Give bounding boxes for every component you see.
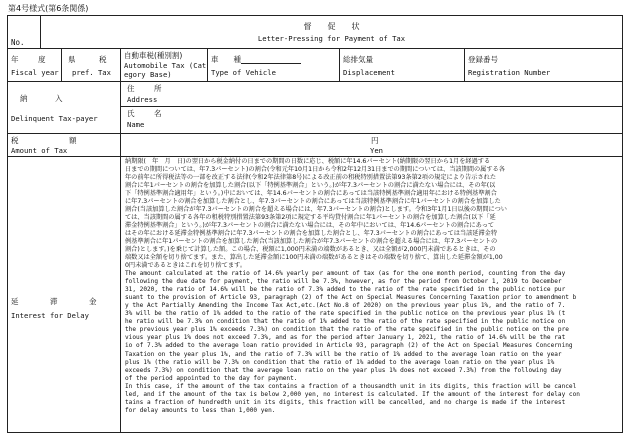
amount-value-cell xyxy=(121,134,622,156)
name-jp: 氏 名 xyxy=(127,109,168,118)
taxpayer-label-cell xyxy=(8,82,121,133)
interest-text-line: he ratio will be 7.3% on condition that the ratio of 1% added to the ratio of the rate specified in the public notice on xyxy=(125,318,566,326)
title-cell xyxy=(41,16,622,48)
fiscal-year-en: Fiscal year xyxy=(11,68,59,77)
interest-row xyxy=(8,157,622,432)
address-jp: 住 所 xyxy=(127,84,168,93)
yen-en: Yen xyxy=(370,146,383,155)
header-row xyxy=(8,16,622,49)
displacement-jp: 総排気量 xyxy=(343,55,373,64)
payment-demand-form xyxy=(7,15,623,433)
interest-text-line: following the due date for payment, the ratio will be 7.3%, however, as for the period from October 1, 2019 to December xyxy=(125,278,562,286)
taxpayer-label-en: Delinquent Tax-payer xyxy=(11,114,98,123)
interest-text-line: plus 1% (the ratio will be 7.3% on condition that the ratio of 1% added to the average loan ratio on the year plus 1% xyxy=(125,358,555,366)
yen-jp: 円 xyxy=(371,136,379,145)
interest-text-line: the previous year plus 1% exceeds 7.3%) on condition that the ratio of the rate specified in the public notice on the pre xyxy=(125,326,569,334)
name-subrow xyxy=(121,107,622,133)
interest-text-line: 0円未満であるときはこれを切り捨てます。 xyxy=(125,262,247,269)
interest-text-line: 納期限( 年 月 日)の翌日から税金納付の日までの期間の日数に応じ、税額に年14.6パーセント(納期限の翌日から1月を経過する xyxy=(125,158,491,165)
amount-label-cell xyxy=(8,134,121,156)
taxpayer-label-jp: 納 入 xyxy=(20,94,73,103)
interest-text-line: 31, 2020, the ratio of 14.6% will be the ratio of 7.3% added to the ratio of the rate specified in the public notice pur xyxy=(125,286,566,294)
no-label: No. xyxy=(11,38,25,47)
vehicle-type-jp xyxy=(211,55,301,64)
interest-text-line: 滞金特例基準割合」という。)が年7.3パーセントの割合に満たない場合には、その年中においては、年14.6パーセントの割合にあって xyxy=(125,222,495,229)
interest-text-line: ては、当該期間の属する各年の租税特別措置法第93条第2項に規定する平均貸付割合に年1パーセントの割合を加算した割合(以下「延 xyxy=(125,214,496,221)
interest-text-line: 割合)とします。)を乗じて計算した額。この場合、税額に1,000円未満の端数があるとき、又は全額が2,000円未満であるときは、その xyxy=(125,246,496,253)
amount-label-en: Amount of Tax xyxy=(11,146,68,155)
form-number: 第4号様式(第6条関係) xyxy=(8,4,89,13)
vehicle-row xyxy=(8,49,622,82)
interest-text-line: 年の前年に所得税法等の一部を改正する法律(令和2年法律第8号)による改正前の租税特別措置法第93条第2項の規定により告示された xyxy=(125,174,497,181)
interest-label-jp: 延 滞 金 xyxy=(11,297,109,306)
interest-text-line: に年7.3パーセントの割合を加算した割合とし、年7.3パーセントの割合にあっては当該特例基準割合に年1パーセントの割合を加算した xyxy=(125,198,501,205)
automobile-tax-jp: 自動車税(種別割) xyxy=(124,51,183,60)
interest-text-line: 割合に年1パーセントの割合を加算した割合(以下「特例基準割合」という。)が年7.3パーセントの割合に満たない場合には、その年(以 xyxy=(125,182,496,189)
interest-text-line: y the Act Partially Amending the Income Tax Act,etc.(Act No.8 of 2020) on the previous year plus 1%, and the ratio of 7. xyxy=(125,302,566,310)
automobile-tax-cell xyxy=(121,49,208,81)
displacement-cell xyxy=(340,49,465,81)
registration-cell xyxy=(465,49,622,81)
vehicle-type-jp-label: 車 種 xyxy=(211,55,241,64)
interest-label-en: Interest for Delay xyxy=(11,311,89,320)
amount-row xyxy=(8,134,622,157)
address-en: Address xyxy=(127,95,158,104)
title-en: Letter-Pressing for Payment of Tax xyxy=(257,34,406,43)
interest-text-line: 下「特例基準割合適用年」という。)中においては、年14.6パーセントの割合にあっては当該特例基準割合適用年における特例基準割合 xyxy=(125,190,497,197)
title-jp: 督 促 状 xyxy=(303,22,360,31)
interest-text-line: vious year plus 1% does not exceed 7.3%, and as for the period after January 1, 2021, the ratio of 14.6% will be the rat xyxy=(125,334,566,342)
interest-text-jp xyxy=(125,158,622,270)
interest-text-line: 3% will be the ratio of 1% added to the ratio of the rate specified in the public notice on the previous year plus 1% (t xyxy=(125,310,566,318)
interest-text-cell xyxy=(121,157,622,432)
vehicle-type-underline xyxy=(241,56,301,64)
fiscal-year-jp: 年 度 xyxy=(11,55,52,64)
interest-text-line: for delay amounts to less than 1,000 yen. xyxy=(125,406,276,414)
fiscal-year-cell xyxy=(8,49,62,81)
interest-text-line: はその年における延滞金特例基準割合に年7.3パーセントの割合を加算した割合とし、年7.3パーセントの割合にあっては当該延滞金特 xyxy=(125,230,498,237)
interest-text-line: io of 7.3% added to the average loan ratio provided in Article 93, paragraph (2) of the Act on Special Measures Concerning xyxy=(125,342,573,350)
interest-text-line: 例基準割合に年1パーセントの割合を加算した割合(当該加算した割合が年7.3パーセントの割合を超える場合には、年7.3パーセントの xyxy=(125,238,498,245)
interest-text-line: of the period appointed to the day for payment. xyxy=(125,374,298,382)
interest-text-line: exceeds 7.3%) on condition that the average loan ratio on the year plus 1% does not exceed 7.3%) from the following day xyxy=(125,366,562,374)
interest-text-line: led, and if the amount of the tax is below 2,000 yen, no interest is calculated. If the amount of the interest for delay con xyxy=(125,390,580,398)
interest-text-en xyxy=(125,270,622,432)
interest-text-line: The amount calculated at the ratio of 14.6% yearly per amount of tax (as for the one month period, counting from the day xyxy=(125,270,566,277)
address-subrow xyxy=(121,82,622,107)
name-en: Name xyxy=(127,120,145,129)
registration-en: Registration Number xyxy=(468,68,551,77)
interest-text-line: Taxation on the year plus 1%, and the ratio of 7.3% will be the ratio of 1% added to the average loan ratio on the year xyxy=(125,350,562,358)
interest-text-line: 端数又は全額を切り捨てます。また、算出した延滞金額に100円未満の端数があるときはその端数を切り捨て、算出した延滞金額が1,00 xyxy=(125,254,503,261)
automobile-tax-en-1: Automobile Tax (Cat xyxy=(124,61,207,70)
interest-text-line: 日までの期間については、年7.3パーセント)の割合(令和元年10月1日から令和2年12月31日までの期間については、当該期間の属する各 xyxy=(125,166,505,173)
taxpayer-row xyxy=(8,82,622,134)
vehicle-type-cell xyxy=(208,49,340,81)
interest-text-line: suant to the provision of Article 93, paragraph (2) of the Act on Special Measures Concerning Taxation prior to amendment b xyxy=(125,294,577,302)
interest-label-cell xyxy=(8,157,121,432)
pref-tax-jp: 県 税 xyxy=(68,55,115,64)
interest-text-line: tains a fraction of hundredth unit in its digits, this fraction will be cancelled, and no charge is made if the interest xyxy=(125,398,566,406)
automobile-tax-en-2: egory Base) xyxy=(124,70,172,79)
pref-tax-en: pref. Tax xyxy=(72,68,111,77)
amount-label-jp: 税 額 xyxy=(11,136,84,145)
interest-text-line: 割合(当該加算した割合が年7.3パーセントの割合を超える場合には、年7.3パーセントの割合)とします。令和3年1月1日以後の期間につい xyxy=(125,206,507,213)
displacement-en: Displacement xyxy=(343,68,395,77)
pref-tax-cell xyxy=(62,49,121,81)
interest-text-line: In this case, if the amount of the tax contains a fraction of a thousandth unit in its digits, this fraction will be cancel xyxy=(125,382,577,390)
registration-jp: 登録番号 xyxy=(468,55,498,64)
vehicle-type-en: Type of Vehicle xyxy=(211,68,276,77)
taxpayer-details-cell xyxy=(121,82,622,133)
no-cell xyxy=(8,16,41,48)
